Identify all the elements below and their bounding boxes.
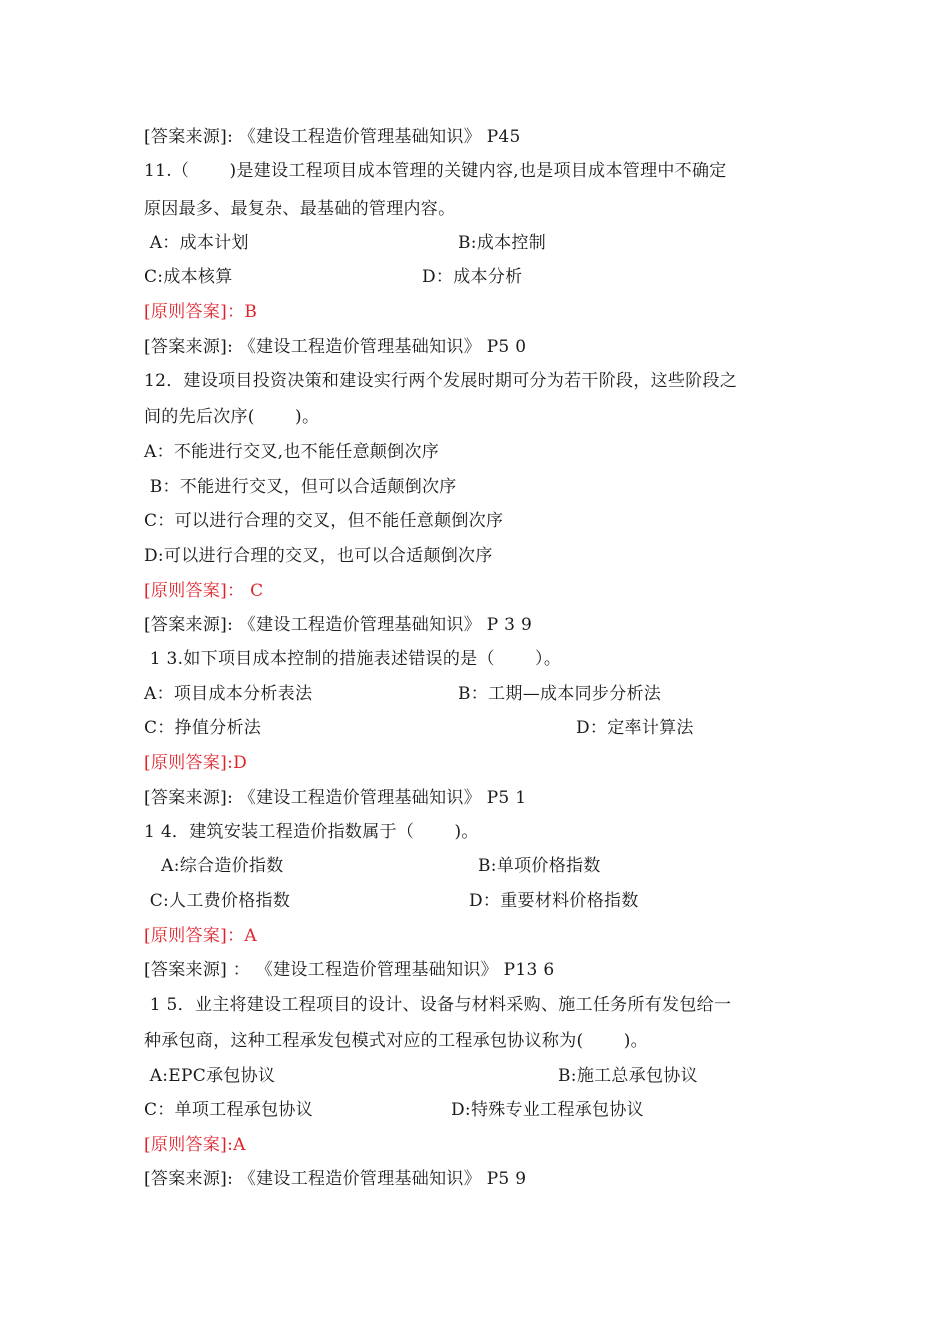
q15-option-d: D:特殊专业工程承包协议 [451, 1100, 644, 1120]
answer-13: [原则答案]:D [144, 753, 248, 773]
q11-option-b: B:成本控制 [458, 233, 547, 253]
q15-option-a: A:EPC承包协议 [144, 1066, 276, 1086]
q14-option-b: B:单项价格指数 [478, 856, 601, 876]
answer-source-13: [答案来源]: 《建设工程造价管理基础知识》 P5 1 [144, 788, 527, 808]
answer-12: [原则答案]： C [144, 581, 264, 601]
question-13: 1 3.如下项目成本控制的措施表述错误的是（ ）。 [144, 649, 562, 669]
answer-source-11: [答案来源]: 《建设工程造价管理基础知识》 P5 0 [144, 337, 527, 357]
answer-source-14: [答案来源] ： 《建设工程造价管理基础知识》 P13 6 [144, 960, 555, 980]
q12-option-d: D:可以进行合理的交叉，也可以合适颠倒次序 [144, 546, 493, 566]
question-11-line2: 原因最多、最复杂、最基础的管理内容。 [144, 199, 456, 219]
q15-option-b: B:施工总承包协议 [558, 1066, 698, 1086]
answer-14: [原则答案]：A [144, 926, 257, 946]
question-15-line1: 1 5．业主将建设工程项目的设计、设备与材料采购、施工任务所有发包给一 [144, 995, 732, 1015]
q12-option-c: C：可以进行合理的交叉，但不能任意颠倒次序 [144, 511, 504, 531]
answer-source-10: [答案来源]: 《建设工程造价管理基础知识》 P45 [144, 127, 521, 147]
q13-option-d: D：定率计算法 [576, 718, 694, 738]
q12-option-a: A：不能进行交叉,也不能任意颠倒次序 [144, 442, 440, 462]
q13-option-c: C：挣值分析法 [144, 718, 262, 738]
q14-option-d: D：重要材料价格指数 [469, 891, 639, 911]
question-12-line2: 间的先后次序( )。 [144, 407, 320, 427]
q13-option-b: B：工期—成本同步分析法 [458, 684, 662, 704]
q12-option-b: B：不能进行交叉，但可以合适颠倒次序 [144, 477, 457, 497]
question-15-line2: 种承包商，这种工程承发包模式对应的工程承包协议称为( )。 [144, 1031, 648, 1051]
question-14: 1 4．建筑安装工程造价指数属于（ )。 [144, 822, 479, 842]
q11-option-c: C:成本核算 [144, 267, 233, 287]
q14-option-a: A:综合造价指数 [144, 856, 284, 876]
question-11-line1: 11.（ )是建设工程项目成本管理的关键内容,也是项目成本管理中不确定 [144, 161, 727, 181]
q14-option-c: C:人工费价格指数 [144, 891, 291, 911]
answer-source-15: [答案来源]: 《建设工程造价管理基础知识》 P5 9 [144, 1169, 527, 1189]
answer-15: [原则答案]:A [144, 1135, 246, 1155]
q11-option-d: D：成本分析 [422, 267, 523, 287]
q15-option-c: C：单项工程承包协议 [144, 1100, 314, 1120]
question-12-line1: 12．建设项目投资决策和建设实行两个发展时期可分为若干阶段，这些阶段之 [144, 371, 738, 391]
q11-option-a: A：成本计划 [144, 233, 249, 253]
answer-source-12: [答案来源]: 《建设工程造价管理基础知识》 P 3 9 [144, 615, 533, 635]
answer-11: [原则答案]：B [144, 302, 258, 322]
q13-option-a: A：项目成本分析表法 [144, 684, 313, 704]
